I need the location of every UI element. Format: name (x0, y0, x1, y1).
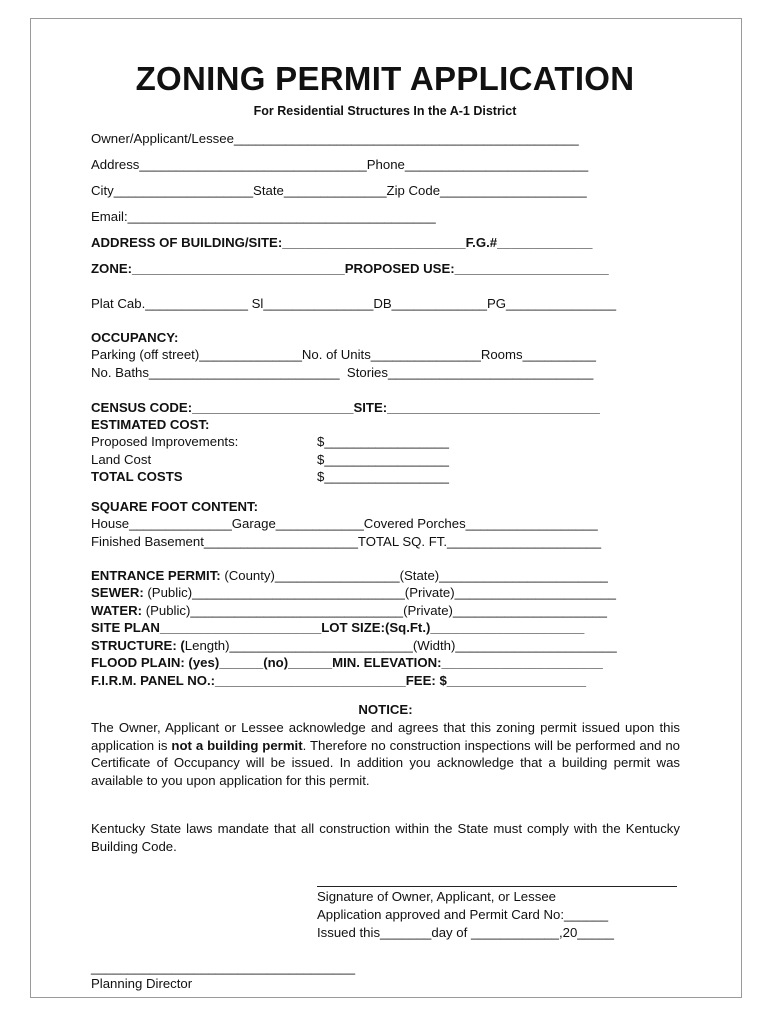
signature-line[interactable] (317, 886, 677, 887)
address-phone-field[interactable]: Address_______________________________Phone_________________________ (91, 157, 589, 172)
land-cost-field[interactable]: $_________________ (317, 452, 450, 467)
occupancy-parking-field[interactable]: Parking (off street)______________No. of Units_______________Rooms__________ (91, 347, 596, 362)
planning-director-signature-line[interactable]: ____________________________________ (91, 960, 356, 975)
plat-field[interactable]: Plat Cab.______________ Sl_______________DB_____________PG_______________ (91, 296, 617, 311)
sewer-blanks[interactable]: (Public)_____________________________(Private)______________________ (143, 585, 616, 600)
total-costs-field[interactable]: $_________________ (317, 469, 450, 484)
form-subtitle: For Residential Structures In the A-1 District (253, 104, 517, 118)
notice-paragraph: The Owner, Applicant or Lessee acknowledge and agrees that this zoning permit issued upon this application is not a building permit. Therefore no construction inspections will be performed and no Certificate of Occupancy will be issued. In addition you acknowledge that a building permit was available to you upon application for this permit. (91, 720, 681, 788)
form-title: ZONING PERMIT APPLICATION (135, 60, 635, 97)
zone-proposed-use-field[interactable]: ZONE:_____________________________PROPOSED USE:_____________________ (91, 261, 609, 276)
not-building-permit-emphasis: not a building permit (171, 737, 303, 753)
proposed-improvements-label: Proposed Improvements: (91, 434, 239, 449)
proposed-improvements-field[interactable]: $_________________ (317, 434, 450, 449)
estimated-cost-heading: ESTIMATED COST: (91, 417, 210, 432)
flood-plain-field[interactable]: FLOOD PLAIN: (yes)______(no)______MIN. ELEVATION:______________________ (91, 655, 603, 670)
site-plan-lot-size-field[interactable]: SITE PLAN______________________LOT SIZE:(Sq.Ft.)_____________________ (91, 620, 585, 635)
occupancy-heading: OCCUPANCY: (91, 330, 179, 345)
basement-total-sqft-field[interactable]: Finished Basement_____________________TOTAL SQ. FT._____________________ (91, 534, 602, 549)
kentucky-code-paragraph: Kentucky State laws mandate that all construction within the State must comply with the Kentucky Building Code. (91, 821, 680, 854)
permit-card-approval-field[interactable]: Application approved and Permit Card No:______ (317, 907, 609, 922)
sewer-label: SEWER: (91, 585, 144, 600)
email-field[interactable]: Email:__________________________________________ (91, 209, 436, 224)
entrance-permit-blanks[interactable]: (County)_________________(State)_______________________ (220, 568, 608, 583)
census-site-field[interactable]: CENSUS CODE:______________________SITE:_____________________________ (91, 400, 600, 415)
planning-director-label: Planning Director (91, 976, 193, 991)
address-of-site-field[interactable]: ADDRESS OF BUILDING/SITE:_________________________F.G.#_____________ (91, 235, 593, 250)
issued-date-field[interactable]: Issued this_______day of ____________,20_____ (317, 925, 614, 940)
house-garage-porches-field[interactable]: House______________Garage____________Covered Porches__________________ (91, 516, 598, 531)
structure-label: STRUCTURE: ( (91, 638, 185, 653)
water-label: WATER: (91, 603, 143, 618)
notice-heading: NOTICE: (358, 702, 413, 717)
structure-field[interactable] (91, 638, 617, 654)
total-costs-label: TOTAL COSTS (91, 469, 183, 484)
sewer-field[interactable] (91, 585, 616, 601)
land-cost-label: Land Cost (91, 452, 152, 467)
water-blanks[interactable]: (Public)_____________________________(Private)_____________________ (142, 603, 607, 618)
structure-blanks[interactable]: Length)_________________________(Width)______________________ (184, 638, 617, 653)
water-field[interactable] (91, 603, 607, 619)
signature-label: Signature of Owner, Applicant, or Lessee (317, 889, 556, 904)
entrance-permit-label: ENTRANCE PERMIT: (91, 568, 221, 583)
owner-field[interactable]: Owner/Applicant/Lessee_______________________________________________ (91, 131, 579, 146)
firm-panel-fee-field[interactable]: F.I.R.M. PANEL NO.:__________________________FEE: $___________________ (91, 673, 587, 688)
occupancy-baths-field[interactable]: No. Baths__________________________ Stories____________________________ (91, 365, 594, 380)
city-state-zip-field[interactable]: City___________________State______________Zip Code____________________ (91, 183, 587, 198)
square-foot-heading: SQUARE FOOT CONTENT: (91, 499, 259, 514)
entrance-permit-field[interactable] (91, 568, 608, 584)
